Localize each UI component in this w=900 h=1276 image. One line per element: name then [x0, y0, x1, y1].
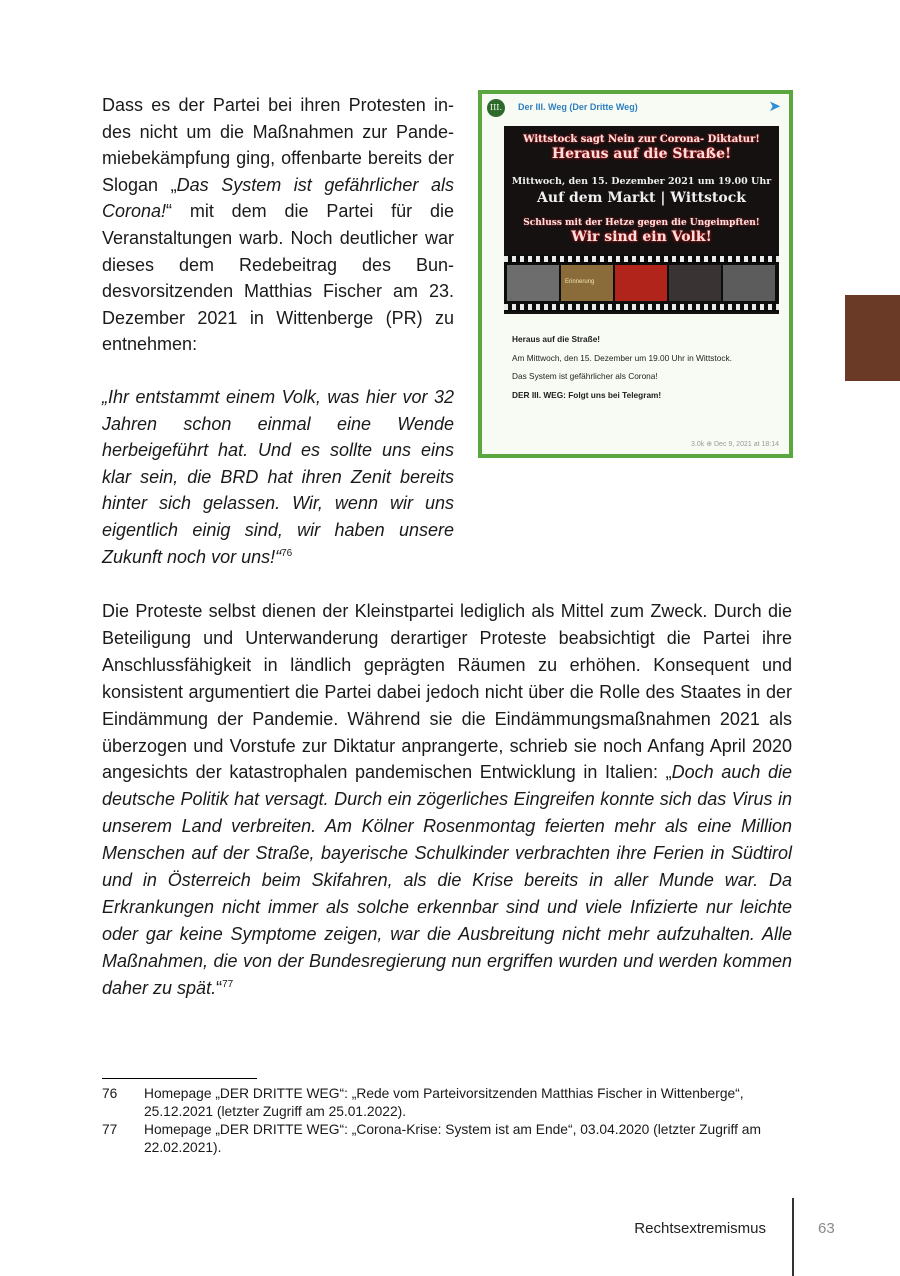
- message-line-2: Am Mittwoch, den 15. Dezember um 19.00 Uhr in Wittstock.: [512, 352, 732, 363]
- poster-line-6: Wir sind ein Volk!: [571, 229, 712, 245]
- message-meta: 3.0k ⊕ Dec 9, 2021 at 18:14: [691, 441, 779, 448]
- fischer-quote: [102, 384, 454, 570]
- telegram-post: [482, 94, 789, 454]
- page-number: 63: [818, 1220, 835, 1237]
- poster-line-2: Heraus auf die Straße!: [551, 146, 732, 162]
- slogan-text: Das System ist gefährlicher als Corona!: [102, 174, 454, 222]
- film-strip: [504, 254, 779, 312]
- telegram-screenshot: [478, 90, 793, 458]
- telegram-message: [512, 334, 782, 408]
- telegram-header: [482, 94, 789, 122]
- film-perforation: [504, 256, 779, 262]
- footer-divider: [792, 1198, 794, 1276]
- channel-name: Der III. Weg (Der Dritte Weg): [518, 102, 638, 112]
- italy-quote: Doch auch die deutsche Politik hat versagt. Durch ein zögerliches Eingreifen konnte sich das Virus in unserem Land verbreiten. Am Kölner Rosenmontag feierten mehr als eine Million Menschen auf der Straße, bayerische Schulkinder verbrachten ihre Ferien in Südtirol und in Österreich beim Skifahren, als die Krise bereits in aller Munde war. Da Erkrankungen nicht immer als solche erkennbar sind und viele Infizierte nur leichte oder gar keine Symptome zeigen, war die Ausbreitung nicht mehr aufzuhalten. Alle Maßnahmen, die von der Bundesregierung nun ergriffen wurden und werden kommen daher zu spät.: [102, 762, 792, 998]
- telegram-plane-icon: ➤: [768, 98, 781, 115]
- chapter-tab: [845, 295, 900, 381]
- poster-line-4: Auf dem Markt | Wittstock: [537, 190, 746, 206]
- film-frame: [723, 265, 775, 301]
- footer-section-label: Rechtsextremismus: [634, 1220, 766, 1237]
- intro-text-2: “ mit dem die Partei für die Veranstaltungen warb. Noch deutlicher war dieses dem Redebeitrag des Bundesvorsitzenden Matthias Fischer am 23. Dezember 2021 in Wittenberge (PR) zu entnehmen:: [102, 201, 454, 355]
- message-line-3: Das System ist gefährlicher als Corona!: [512, 371, 658, 381]
- footnote-ref-76[interactable]: 76: [281, 547, 293, 559]
- footnote-text: Homepage „DER DRITTE WEG“: „Corona-Krise: System ist am Ende“, 03.04.2020 (letzter Zugriff am 22.02.2021).: [144, 1122, 761, 1155]
- message-line-4: DER III. WEG: Folgt uns bei Telegram!: [512, 389, 662, 400]
- footnote-number: 76: [102, 1086, 118, 1101]
- quote-text: „Ihr entstammt einem Volk, was hier vor 32 Jahren schon einmal eine Wende herbeigeführt hat. Und es sollte uns eins klar sein, die BRD hat ihren Zenit bereits hinter sich gelassen. Wir, wenn wir uns eigentlich einig sind, wir haben unsere Zukunft noch vor uns!“: [102, 387, 454, 567]
- film-perforation: [504, 304, 779, 310]
- main-paragraph: [102, 598, 792, 1002]
- footnote-divider: [102, 1078, 257, 1079]
- message-line-1: Heraus auf die Straße!: [512, 334, 601, 344]
- intro-text-1: Dass es der Partei bei ihren Protesten indes nicht um die Maßnahmen zur Pandemiebekämpfung ging, offenbarte bereits der Slogan „: [102, 95, 454, 195]
- footnote-number: 77: [102, 1122, 118, 1137]
- footnote-ref-77[interactable]: 77: [222, 978, 234, 990]
- channel-logo-icon: III.: [487, 99, 505, 117]
- poster-line-3: Mittwoch, den 15. Dezember 2021 um 19.00 Uhr: [511, 176, 772, 187]
- poster-line-5: Schluss mit der Hetze gegen die Ungeimpften!: [523, 218, 760, 228]
- event-poster: [504, 126, 779, 314]
- film-frame-label: Erinnerung: [565, 279, 595, 285]
- intro-paragraph: [102, 92, 454, 358]
- film-frame: [561, 265, 613, 301]
- film-frame: [669, 265, 721, 301]
- film-frame: [507, 265, 559, 301]
- film-frame: [615, 265, 667, 301]
- footnote-text: Homepage „DER DRITTE WEG“: „Rede vom Parteivorsitzenden Matthias Fischer in Wittenberge“, 25.12.2021 (letzter Zugriff am 25.01.2022).: [144, 1086, 744, 1119]
- main-text: Die Proteste selbst dienen der Kleinstpartei lediglich als Mittel zum Zweck. Durch die Beteiligung und Unterwanderung derartiger Proteste beabsichtigt die Partei ihre Anschlussfähigkeit in ländlich geprägten Räumen zu erhöhen. Konsequent und konsistent argumentiert die Partei dabei jedoch nicht über die Rolle des Staates in der Eindämmung der Pandemie. Während sie die Eindämmungsmaßnahmen 2021 als überzogen und Vorstufe zur Diktatur anprangerte, schrieb sie noch Anfang April 2020 angesichts der katastrophalen pandemischen Entwicklung in Italien: „: [102, 601, 792, 783]
- poster-line-1: Wittstock sagt Nein zur Corona- Diktatur!: [523, 134, 760, 145]
- quote-close: “: [216, 977, 223, 998]
